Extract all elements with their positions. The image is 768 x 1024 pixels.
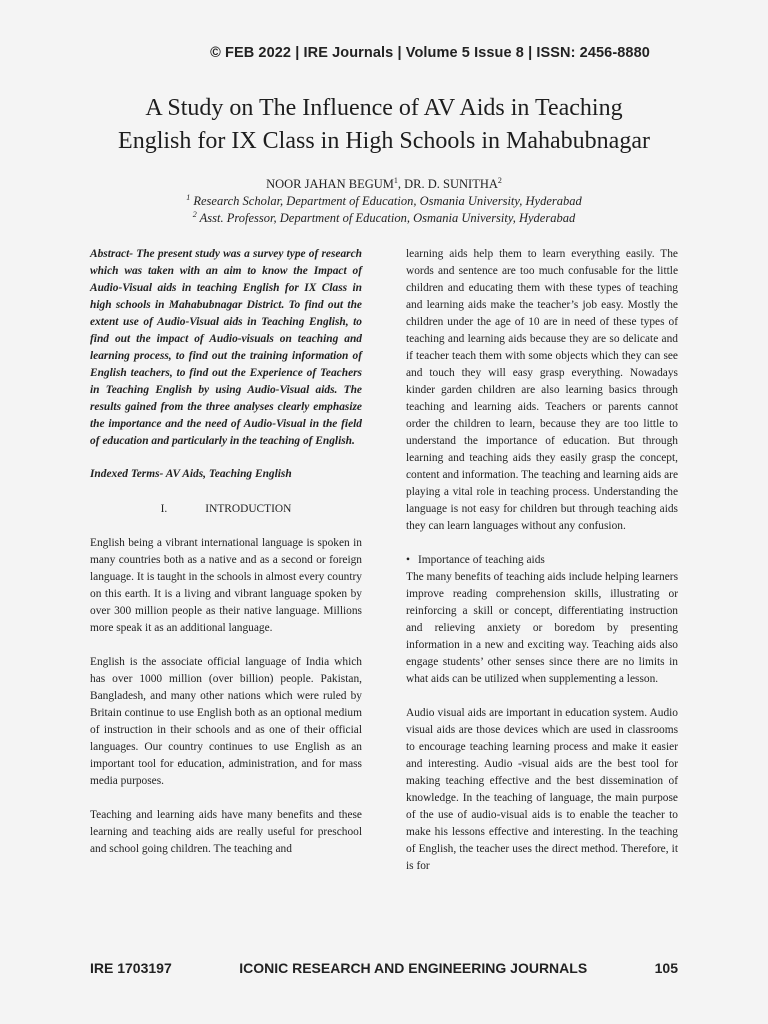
author-1-sup: 1 [393,175,398,185]
right-paragraph-1: learning aids help them to learn everything easily. The words and sentence are too much confusable for the little children and educating them with these types of teaching and learning aids make the teacher’s job easy. Mostly the children under the age of 10 are in need of these types of teaching and learning aids because they are so delicate and if teacher teach them with some objects which they can see and touch they will easy grasp everything. Nowadays kinder garden children are also learning basics through teaching and learning aids. Teachers or parents cannot order the children to learn, because they are too little to understand the importance of education. But through learning and teaching aids they easily grasp the concept, content and information. The teaching and learning aids are playing a vital role in teaching process. Understanding the language is not easy for children but through teaching aids they can learn languages without any confusion. [406,248,678,532]
section-number: I. [160,503,168,515]
affiliation-1-text: Research Scholar, Department of Education, Osmania University, Hyderabad [190,194,582,208]
section-heading [90,501,362,518]
affiliation-2 [0,211,768,226]
journal-header: © FEB 2022 | IRE Journals | Volume 5 Issue 8 | ISSN: 2456-8880 [210,45,650,61]
title-line-1: A Study on The Influence of AV Aids in Teaching [145,95,623,121]
author-1: NOOR JAHAN BEGUM [266,177,394,191]
section-title: INTRODUCTION [205,503,292,515]
authors [0,177,768,192]
intro-paragraph-2: English is the associate official language of India which has over 1000 million (over billion) people. Pakistan, Bangladesh, and many other nations which were ruled by Britain continue to use English both as an optional medium of instruction in their schools and as one of their official languages. Our country continues to use English as an important tool for education, administration, and for mass media purposes. [90,656,362,787]
bullet-importance-of-teaching-aids: • Importance of teaching aids [406,552,678,569]
affiliation-1-sup: 1 [186,192,191,202]
footer-page-number: 105 [654,960,678,976]
title-line-2: English for IX Class in High Schools in Mahabubnagar [118,128,650,154]
footer-paper-id: IRE 1703197 [90,960,172,976]
abstract: Abstract- The present study was a survey type of research which was taken with an aim to know the Impact of Audio-Visual aids in teaching English for IX Class in high schools in Mahabubnagar District. To find out the extent use of Audio-Visual aids in Teaching English, to find out the impact of Audio-visuals on teaching and learning process, to find out the training information of English teachers, to find out the Experience of Teachers in Teaching English by using Audio-Visual aids. The results gained from the three analyses clearly emphasize the importance and the need of Audio-Visual in the field of education and particularly in the teaching of English. [90,248,362,447]
author-2-sup: 2 [497,175,502,185]
footer-journal-name: ICONIC RESEARCH AND ENGINEERING JOURNALS [239,960,588,976]
author-2: , DR. D. SUNITHA [397,177,498,191]
page-footer [90,960,678,976]
right-paragraph-3: Audio visual aids are important in education system. Audio visual aids are those devices which are used in classrooms to encourage teaching learning process and make it easier and interesting. Audio -visual aids are the best tool for making teaching effective and the best dissemination of knowledge. In the teaching of language, the main purpose of the use of audio-visual aids is to enable the teacher to make his lessons effective and interesting. In the teaching of English, the teacher uses the direct method. Therefore, it is for [406,707,678,872]
paper-title [40,92,728,158]
left-column [90,246,362,858]
affiliation-2-text: Asst. Professor, Department of Education, Osmania University, Hyderabad [196,211,576,225]
affiliation-2-sup: 2 [192,209,197,219]
intro-paragraph-1: English being a vibrant international language is spoken in many countries both as a native and as a second or foreign language. It is taught in the schools in almost every country on this earth. It is a living and vibrant language spoken by over 300 million people as their native language. Millions more speak it as an additional language. [90,537,362,634]
right-paragraph-2: The many benefits of teaching aids include helping learners improve reading comprehension skills, illustrating or reinforcing a skill or concept, differentiating instruction and relieving anxiety or boredom by presenting information in a new and exciting way. Teaching aids also engage students’ other senses since there are no limits in what aids can be utilized when supplementing a lesson. [406,571,679,685]
intro-paragraph-3: Teaching and learning aids have many benefits and these learning and teaching aids are really useful for preschool and school going children. The teaching and [90,809,362,855]
right-column [406,246,678,875]
indexed-terms: Indexed Terms- AV Aids, Teaching English [90,468,292,480]
affiliation-1 [0,194,768,209]
